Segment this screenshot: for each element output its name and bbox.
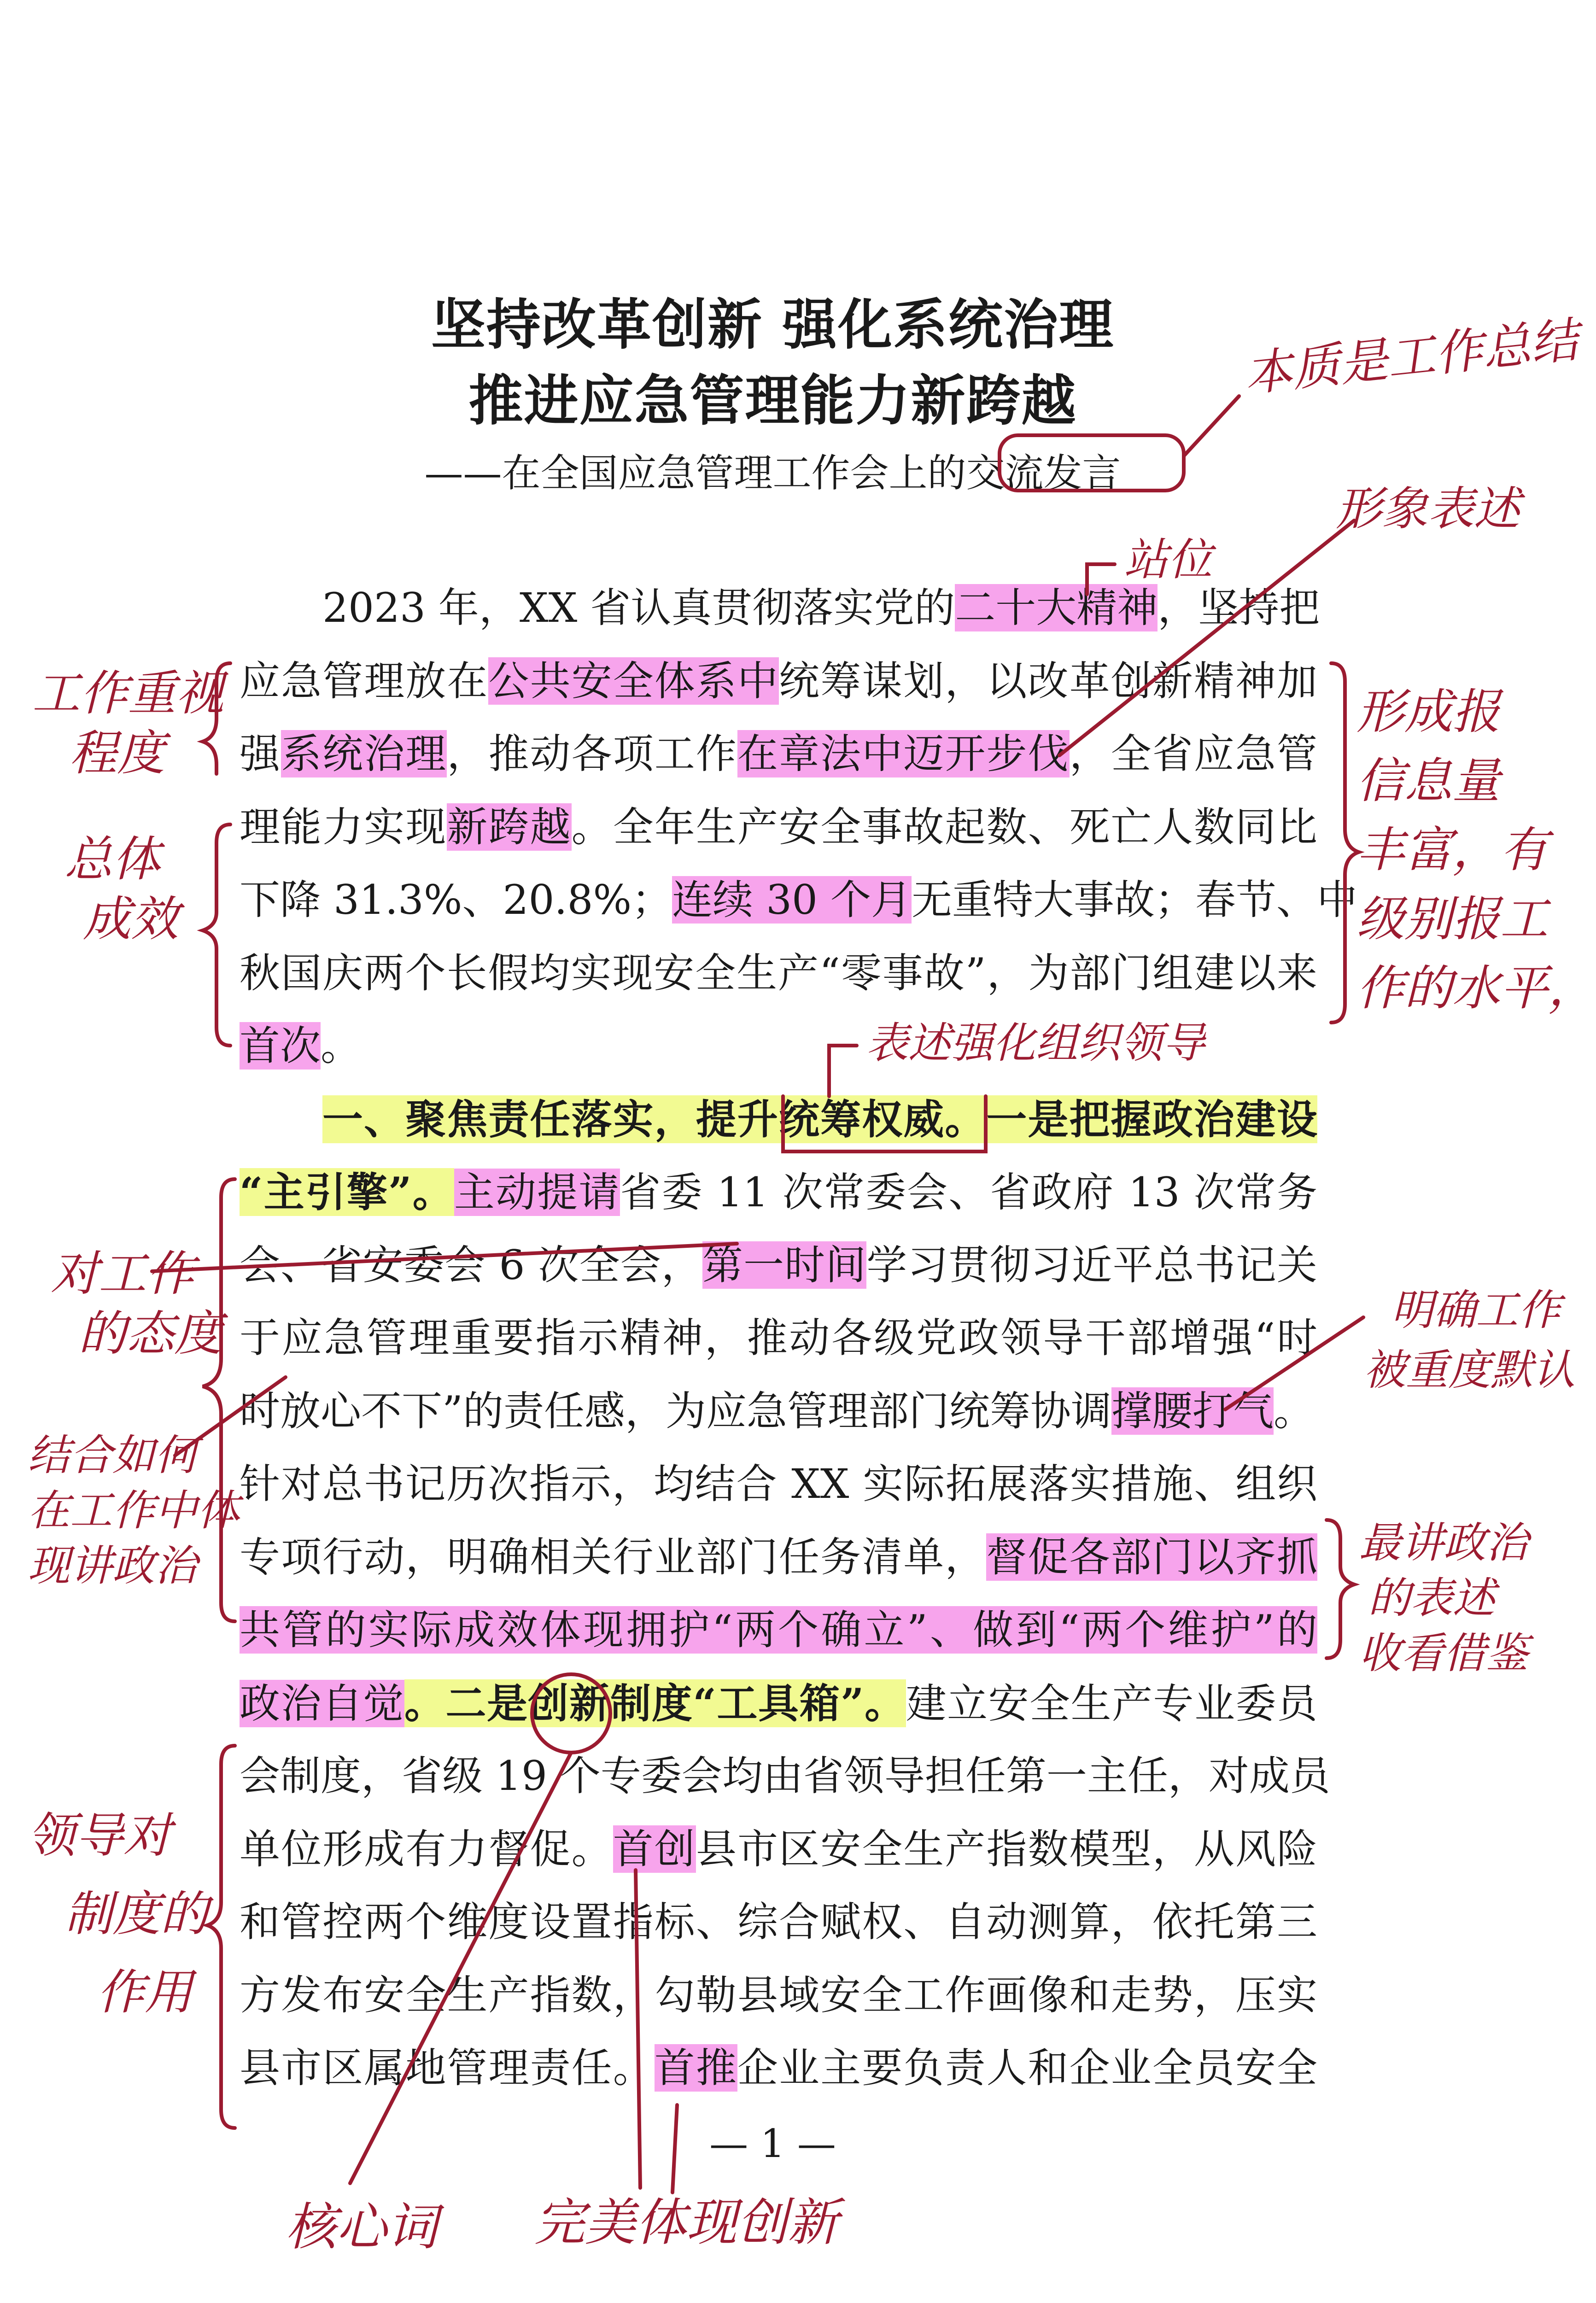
- highlighted-text: 督促各部门以齐抓: [986, 1533, 1317, 1581]
- body-text-segment: 针对总书记历次指示，均结合 XX 实际拓展落实措施、组织: [240, 1460, 1317, 1508]
- highlighted-text: 首次: [240, 1022, 321, 1070]
- body-text-segment: 统筹谋划，以改革创新精神加: [779, 657, 1317, 705]
- note-leadership-1: 领导对: [28, 1807, 172, 1864]
- note-support: [1363, 1280, 1575, 1400]
- highlighted-text: 公共安全体系中: [488, 657, 779, 705]
- note-right-info-2: 信息量: [1356, 753, 1501, 809]
- highlighted-text: 系统治理: [281, 730, 447, 777]
- org-arrow: [829, 1046, 857, 1096]
- note-politics-3: 现讲政治: [28, 1541, 198, 1590]
- note-organization: 表述强化组织领导: [866, 1018, 1205, 1068]
- page-number: — 1 —: [709, 2121, 836, 2166]
- body-text-segment: 会制度，省级 19 个专委会均由省领导担任第一主任，对成员: [240, 1752, 1330, 1800]
- attitude-line: [152, 1244, 737, 1271]
- note-right-info: [1356, 677, 1596, 1023]
- body-text-segment: 县市区安全生产指数模型，从风险: [696, 1825, 1317, 1873]
- note-attitude: [51, 1244, 222, 1363]
- highlighted-text: “主引擎”。: [240, 1168, 454, 1216]
- highlighted-text: 一是把握政治建设: [986, 1095, 1317, 1143]
- note-expression: 形象表述: [1336, 482, 1520, 536]
- note-results-2: 成效: [83, 891, 179, 947]
- page-title-line-2: 推进应急管理能力新跨越: [468, 368, 1077, 433]
- highlighted-text: 首创: [613, 1825, 696, 1873]
- note-right-info-4: 级别报工: [1356, 891, 1549, 947]
- subtitle-boxed: 交流发言: [966, 450, 1121, 496]
- note-leadership: [28, 1796, 208, 2031]
- body-text-segment: 下降 31.3%、20.8%；: [240, 876, 672, 924]
- note-attitude-2: 的态度: [78, 1305, 222, 1362]
- body-text-segment: 学习贯彻习近平总书记关: [866, 1241, 1317, 1289]
- body-text-segment: 应急管理放在: [240, 657, 489, 705]
- body-text-segment: 县市区属地管理责任。: [240, 2044, 655, 2092]
- page-title-line-1: 坚持改革创新 强化系统治理: [431, 292, 1115, 357]
- innovation-line-2: [672, 2105, 677, 2192]
- body-text-segment: 于应急管理重要指示精神，推动各级党政领导干部增强“时: [240, 1314, 1317, 1362]
- note-importance: [32, 663, 224, 783]
- body-text-segment: 秋国庆两个长假均实现安全生产“零事故”，为部门组建以来: [240, 949, 1317, 997]
- body-text-segment: ，坚持把: [1158, 584, 1320, 631]
- highlighted-text: 在章法中迈开步伐: [737, 730, 1070, 777]
- note-spirit: 站位: [1124, 534, 1212, 585]
- body-text-segment: 。全年生产安全事故起数、死亡人数同比: [571, 803, 1317, 851]
- body-text-segment: ，全省应急管: [1069, 730, 1317, 777]
- body-text-segment: 会、省安委会 6 次全会，: [240, 1241, 702, 1289]
- note-politics: [28, 1428, 240, 1594]
- innovation-line: [636, 1870, 640, 2188]
- body-text-segment: 方发布安全生产指数，勾勒县域安全工作画像和走势，压实: [240, 1971, 1317, 2019]
- highlighted-text: 。二是创新制度“工具箱”。: [404, 1679, 906, 1727]
- circle-chuang: [532, 1674, 610, 1753]
- note-leadership-2: 制度的: [64, 1886, 209, 1942]
- body-text-segment: 。: [321, 1022, 362, 1070]
- body-text-segment: 2023 年，XX 省认真贯彻落实党的: [322, 584, 955, 631]
- org-box: [783, 1096, 986, 1152]
- title-note-line: [1184, 396, 1239, 456]
- note-importance-2: 程度: [69, 725, 165, 781]
- subtitle-box: [1000, 435, 1184, 491]
- note-politics-right: [1359, 1515, 1528, 1681]
- brace-politics: [1327, 1520, 1354, 1658]
- highlighted-text: 第一时间: [702, 1241, 867, 1289]
- note-politics-right-3: 收看借鉴: [1359, 1629, 1529, 1678]
- highlighted-text: 主动提请: [454, 1169, 620, 1216]
- body-text-segment: 和管控两个维度设置指标、综合赋权、自动测算，依托第三: [240, 1898, 1317, 1946]
- body-text-segment: 。: [1274, 1387, 1315, 1435]
- highlighted-text: 连续 30 个月: [672, 876, 912, 924]
- body-text-segment: 建立安全生产专业委员: [906, 1679, 1317, 1727]
- spirit-mark: [1087, 564, 1115, 594]
- highlighted-text: 共管的实际成效体现拥护“两个确立”、做到“两个维护”的: [240, 1606, 1317, 1654]
- note-core-word: 核心词: [286, 2198, 438, 2256]
- note-results-1: 总体: [64, 831, 161, 887]
- brace-leadership: [207, 1746, 235, 2128]
- note-politics-right-2: 的表述: [1368, 1573, 1496, 1623]
- note-importance-1: 工作重视: [32, 665, 224, 721]
- note-politics-right-1: 最讲政治: [1359, 1518, 1529, 1567]
- highlighted-text: 政治自觉: [240, 1679, 404, 1727]
- note-attitude-1: 对工作: [51, 1245, 195, 1302]
- body-text-segment: 理能力实现: [240, 803, 447, 851]
- highlighted-text: 一、聚焦责任落实，提升统筹权威。: [322, 1095, 987, 1143]
- note-innovation: 完美体现创新: [534, 2193, 838, 2252]
- brace-right: [1331, 663, 1359, 1023]
- body-text-segment: 企业主要负责人和企业全员安全: [737, 2044, 1317, 2092]
- note-results: [64, 829, 179, 949]
- body-text-segment: 无重特大事故；春节、中: [912, 876, 1358, 924]
- highlighted-text: 新跨越: [447, 803, 572, 851]
- note-right-info-5: 作的水平，: [1356, 960, 1596, 1016]
- note-politics-2: 在工作中体: [28, 1486, 240, 1535]
- note-support-2: 被重度默认: [1363, 1345, 1576, 1395]
- highlighted-text: 首推: [654, 2044, 737, 2092]
- body-text-segment: 时放心不下”的责任感，为应急管理部门统筹协调: [240, 1387, 1111, 1435]
- body-text-segment: 强: [240, 730, 281, 777]
- note-title: 本质是工作总结: [1241, 311, 1581, 403]
- note-support-1: 明确工作: [1391, 1286, 1561, 1335]
- highlighted-text: 二十大精神: [955, 584, 1158, 631]
- body-text-segment: 省委 11 次常委会、省政府 13 次常务: [620, 1169, 1317, 1216]
- note-right-info-1: 形成报: [1356, 684, 1501, 740]
- subtitle-prefix: ——在全国应急管理工作会上的: [424, 450, 966, 496]
- core-line: [350, 1753, 571, 2183]
- note-politics-1: 结合如何: [28, 1431, 198, 1480]
- highlighted-text: 撑腰打气: [1111, 1387, 1274, 1435]
- body-text-segment: ，推动各项工作: [447, 730, 737, 777]
- support-line: [1225, 1317, 1363, 1409]
- body-text-segment: 单位形成有力督促。: [240, 1825, 613, 1873]
- note-right-info-3: 丰富，有: [1356, 822, 1549, 878]
- brace-results: [203, 824, 230, 1046]
- body-text-segment: 专项行动，明确相关行业部门任务清单，: [240, 1533, 987, 1581]
- note-leadership-3: 作用: [97, 1964, 193, 2020]
